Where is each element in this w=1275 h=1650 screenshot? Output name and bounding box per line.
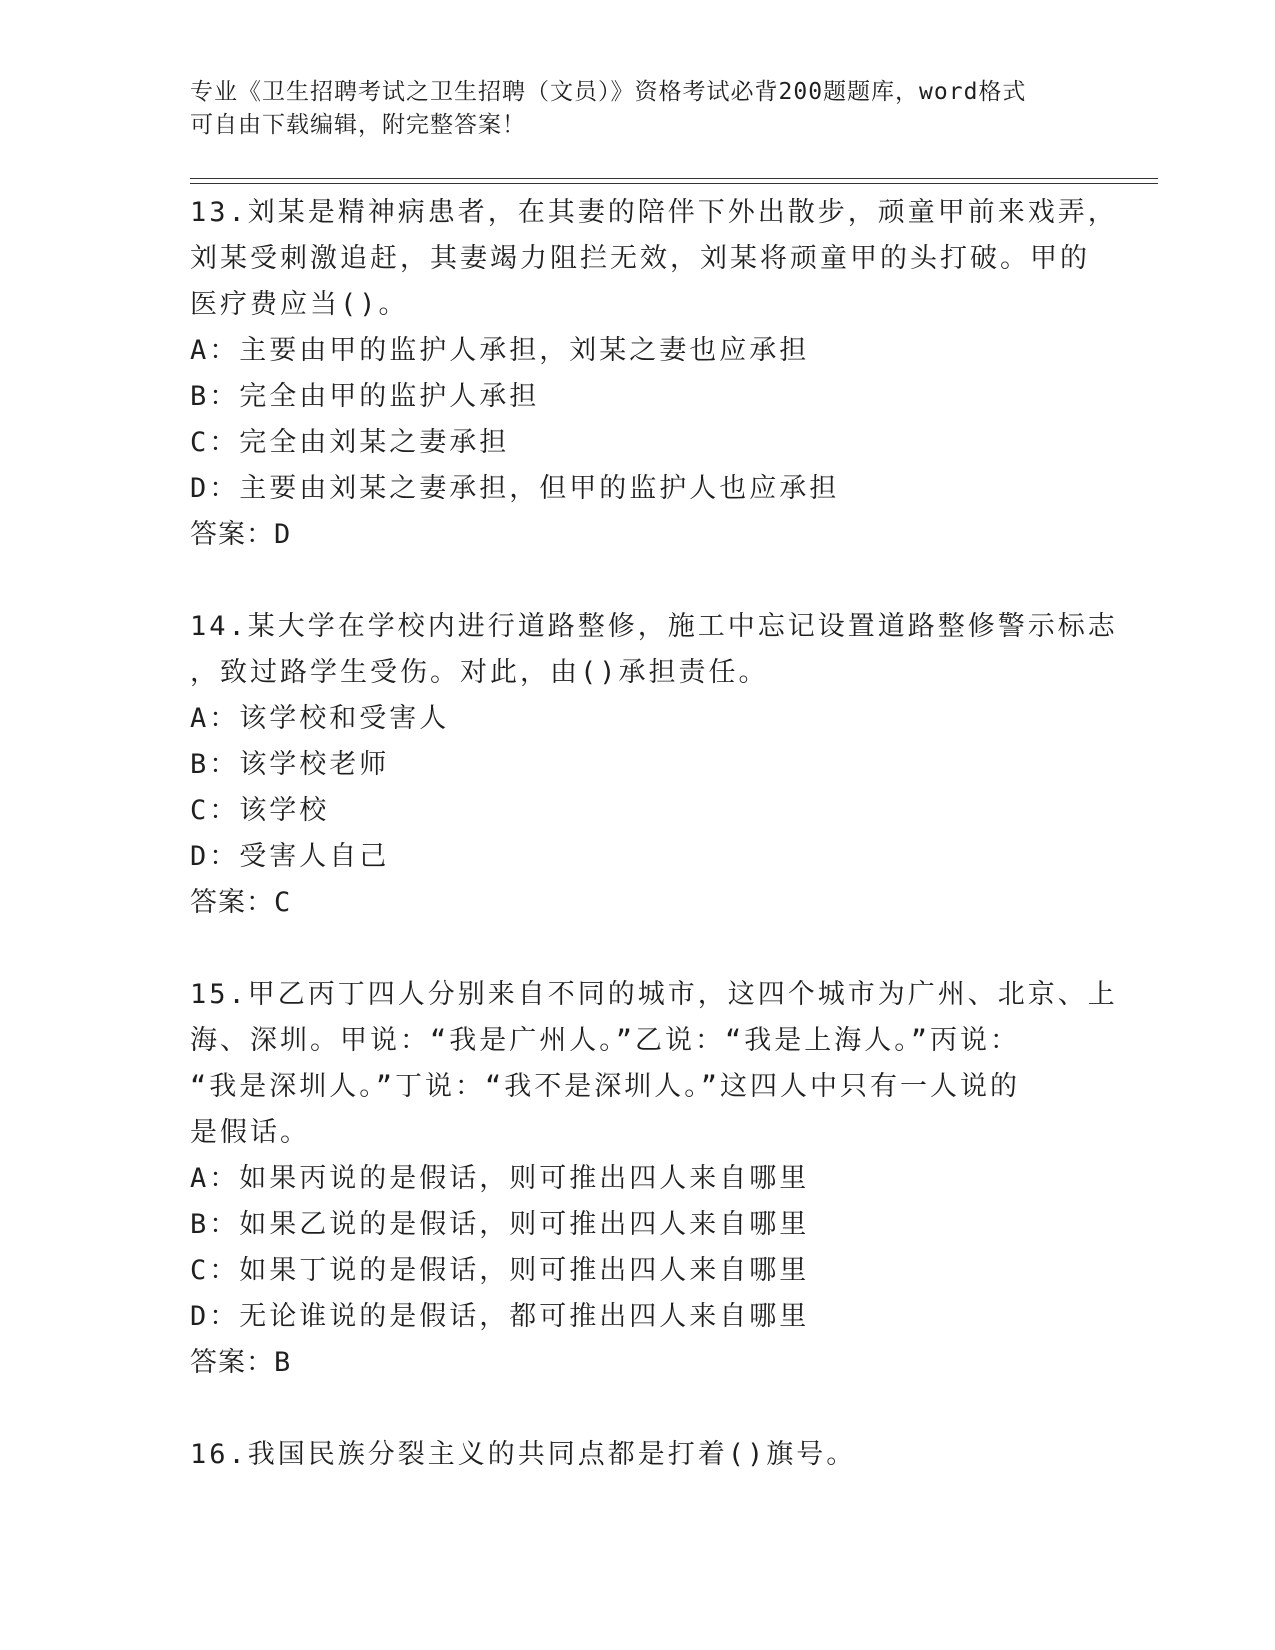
answer-value: C bbox=[274, 887, 292, 918]
option-b: B：完全由甲的监护人承担 bbox=[190, 381, 540, 412]
answer-value: D bbox=[274, 519, 292, 550]
question-stem-line: 刘某受刺激追赶，其妻竭力阻拦无效，刘某将顽童甲的头打破。甲的 bbox=[190, 243, 1090, 274]
option-c: C：该学校 bbox=[190, 795, 330, 826]
answer-line bbox=[190, 880, 1090, 926]
header-divider-bottom bbox=[190, 183, 1158, 184]
option-d: D：受害人自己 bbox=[190, 841, 390, 872]
header-divider-top bbox=[190, 178, 1158, 179]
question-stem-line: 13.刘某是精神病患者，在其妻的陪伴下外出散步，顽童甲前来戏弄， bbox=[190, 197, 1118, 228]
header-line-2: 可自由下载编辑，附完整答案！ bbox=[190, 112, 526, 138]
option-d: D：主要由刘某之妻承担，但甲的监护人也应承担 bbox=[190, 473, 840, 504]
question-list bbox=[190, 190, 1118, 1478]
option-c: C：完全由刘某之妻承担 bbox=[190, 427, 510, 458]
question-stem-line: 15.甲乙丙丁四人分别来自不同的城市，这四个城市为广州、北京、上 bbox=[190, 979, 1118, 1010]
answer-label: 答案： bbox=[190, 1347, 274, 1378]
question-spacer bbox=[190, 926, 1090, 972]
question-stem-line: ，致过路学生受伤。对此，由()承担责任。 bbox=[190, 657, 769, 688]
question-stem-line: 是假话。 bbox=[190, 1117, 310, 1148]
option-b: B：该学校老师 bbox=[190, 749, 390, 780]
question-spacer bbox=[190, 1386, 1090, 1432]
answer-label: 答案： bbox=[190, 887, 274, 918]
question-spacer bbox=[190, 558, 1090, 604]
answer-line bbox=[190, 1340, 1090, 1386]
option-a: A：如果丙说的是假话，则可推出四人来自哪里 bbox=[190, 1163, 810, 1194]
question-14 bbox=[190, 604, 1118, 926]
question-stem-line: “我是深圳人。”丁说：“我不是深圳人。”这四人中只有一人说的 bbox=[190, 1071, 1021, 1102]
answer-value: B bbox=[274, 1347, 292, 1378]
document-header bbox=[190, 76, 1070, 142]
question-stem-line: 医疗费应当()。 bbox=[190, 289, 409, 320]
question-15 bbox=[190, 972, 1118, 1386]
option-a: A：主要由甲的监护人承担，刘某之妻也应承担 bbox=[190, 335, 810, 366]
question-16 bbox=[190, 1432, 1090, 1478]
answer-label: 答案： bbox=[190, 519, 274, 550]
question-stem-line: 海、深圳。甲说：“我是广州人。”乙说：“我是上海人。”丙说： bbox=[190, 1025, 1021, 1056]
answer-line bbox=[190, 512, 1090, 558]
option-d: D：无论谁说的是假话，都可推出四人来自哪里 bbox=[190, 1301, 810, 1332]
header-line-1: 专业《卫生招聘考试之卫生招聘（文员）》资格考试必背200题题库，word格式 bbox=[190, 79, 1027, 105]
question-stem-line: 16.我国民族分裂主义的共同点都是打着()旗号。 bbox=[190, 1439, 857, 1470]
option-c: C：如果丁说的是假话，则可推出四人来自哪里 bbox=[190, 1255, 810, 1286]
question-stem-line: 14.某大学在学校内进行道路整修，施工中忘记设置道路整修警示标志 bbox=[190, 611, 1118, 642]
option-b: B：如果乙说的是假话，则可推出四人来自哪里 bbox=[190, 1209, 810, 1240]
question-13 bbox=[190, 190, 1118, 558]
option-a: A：该学校和受害人 bbox=[190, 703, 450, 734]
